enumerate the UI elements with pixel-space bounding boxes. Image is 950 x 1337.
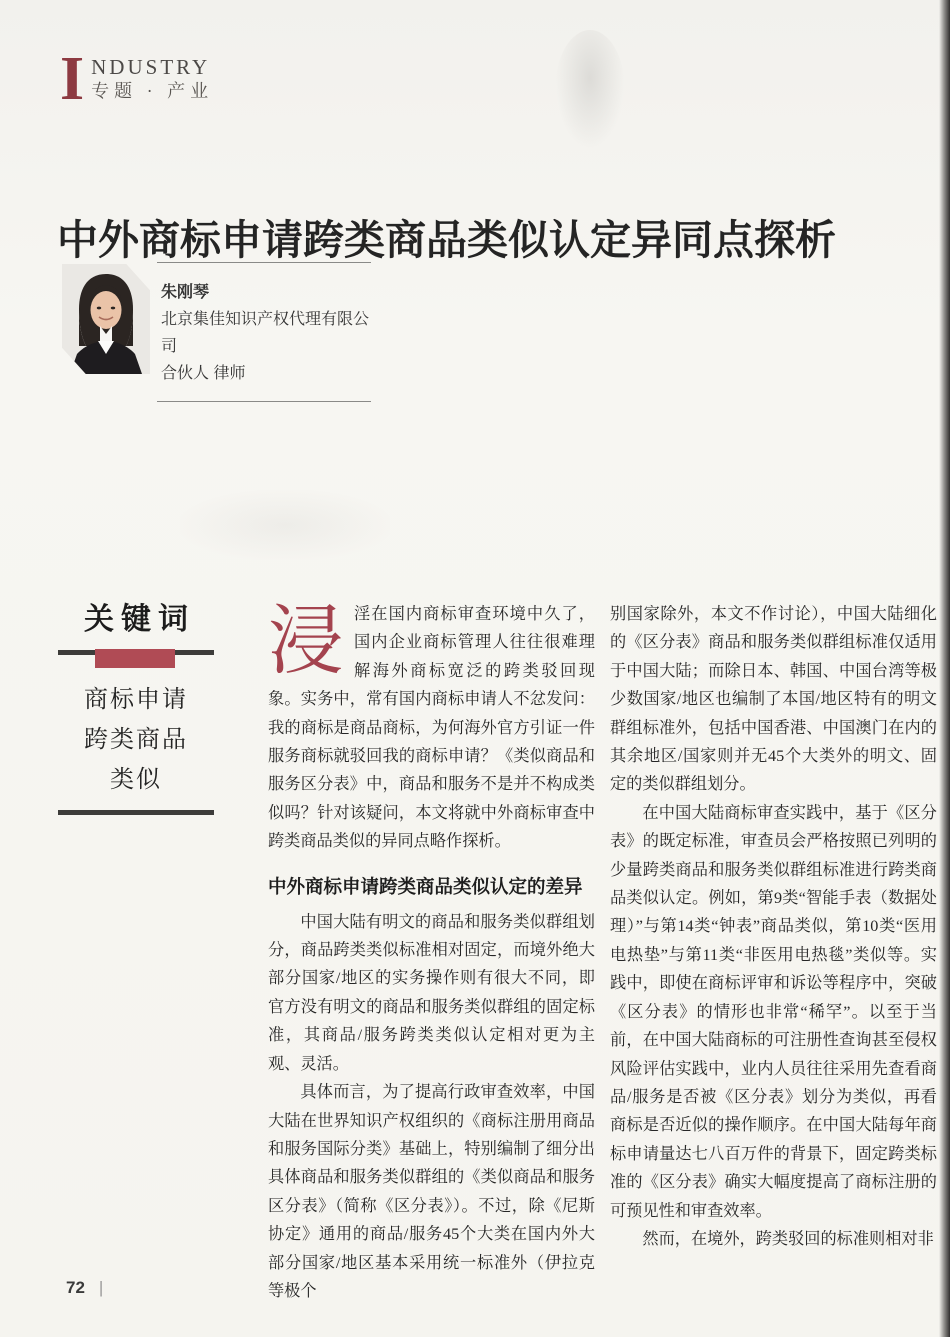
keywords-block	[58, 600, 214, 815]
article-title: 中外商标申请跨类商品类似认定异同点探析	[57, 217, 836, 264]
page-number	[66, 1278, 103, 1298]
masthead-initial: I	[60, 45, 85, 113]
masthead-english: NDUSTRY	[91, 55, 211, 79]
keywords-rule	[58, 648, 214, 670]
ink-bleed-ghost	[180, 490, 390, 560]
paragraph-classification-table: 具体而言，为了提高行政审查效率，中国大陆在世界知识产权组织的《商标注册用商品和服务国际分类》基础上，特别编制了细分出具体商品和服务类似群组的《类似商品和服务区分表》（简称《区分表》）。不过，除《尼斯协定》通用的商品/服务45个大类在国内外大部分国家/地区基本采用统一标准外（伊拉克等极个	[268, 1083, 595, 1300]
keywords-bottom-rule	[58, 810, 214, 815]
scan-edge-shadow	[939, 0, 950, 1337]
author-photo	[62, 264, 150, 374]
masthead-chinese: 专题 · 产业	[91, 81, 214, 101]
body-column-right	[610, 600, 937, 1253]
masthead-text	[91, 50, 213, 104]
author-portrait-illustration	[62, 264, 150, 374]
paragraph-mainland-standard: 中国大陆有明文的商品和服务类似群组划分，商品跨类类似标准相对固定，而境外绝大部分国家/地区的实务操作则有很大不同，即官方没有明文的商品和服务类似群组的固定标准，其商品/服务跨类类似认定相对更为主观、灵活。	[268, 912, 595, 1073]
keyword-item: 跨类商品	[84, 727, 188, 753]
keywords-heading: 关键词	[84, 603, 195, 636]
keywords-rule-accent	[95, 649, 175, 668]
keywords-list	[58, 680, 214, 800]
paragraph-intro-text: 淫在国内商标审查环境中久了，国内企业商标管理人往往很难理解海外商标宽泛的跨类驳回现象。实务中，常有国内商标申请人不忿发问：我的商标是商品商标，为何海外官方引证一件服务商标就驳回我的商标申请？《类似商品和服务区分表》中，商品和服务不是并不构成类似吗？针对该疑问，本文将就中外商标审查中跨类商品类似的异同点略作探析。	[268, 605, 595, 851]
author-name: 朱刚琴	[161, 284, 210, 301]
body-column-left	[268, 600, 595, 1305]
author-company: 北京集佳知识产权代理有限公司	[161, 311, 370, 355]
author-info-block	[157, 262, 371, 402]
scan-smudge	[555, 30, 625, 150]
paragraph-classification-table-cont: 别国家除外，本文不作讨论），中国大陆细化的《区分表》商品和服务类似群组标准仅适用于中国大陆；而除日本、韩国、中国台湾等极少数国家/地区也编制了本国/地区特有的明文群组标准外，包括中国香港、中国澳门在内的其余地区/国家则并无45个大类外的明文、固定的类似群组划分。	[610, 605, 937, 794]
author-role: 合伙人 律师	[161, 365, 246, 382]
page-number-value: 72	[66, 1278, 85, 1297]
dropcap-character: 浸	[268, 600, 344, 684]
paragraph-intro	[268, 600, 595, 856]
keyword-item: 类似	[110, 767, 162, 793]
page-number-separator: |	[98, 1278, 104, 1297]
section-heading-differences: 中外商标申请跨类商品类似认定的差异	[268, 875, 583, 897]
keyword-item: 商标申请	[84, 687, 188, 713]
paragraph-examination-practice: 在中国大陆商标审查实践中，基于《区分表》的既定标准，审查员会严格按照已列明的少量跨类商品和服务类似群组标准进行跨类商品类似认定。例如，第9类“智能手表（数据处理）”与第14类“钟表”商品类似，第10类“医用电热垫”与第11类“非医用电热毯”类似等。实践中，即使在商标评审和诉讼等程序中，突破《区分表》的情形也非常“稀罕”。以至于当前，在中国大陆商标的可注册性查询甚至侵权风险评估实践中，业内人员往往采用先查看商品/服务是否被《区分表》划分为类似，再看商标是否近似的操作顺序。在中国大陆每年商标申请量达七八百万件的背景下，固定跨类标准的《区分表》确实大幅度提高了商标注册的可预见性和审查效率。	[610, 803, 937, 1220]
section-masthead	[60, 45, 214, 113]
paragraph-overseas-intro: 然而，在境外，跨类驳回的标准则相对非	[642, 1229, 934, 1248]
